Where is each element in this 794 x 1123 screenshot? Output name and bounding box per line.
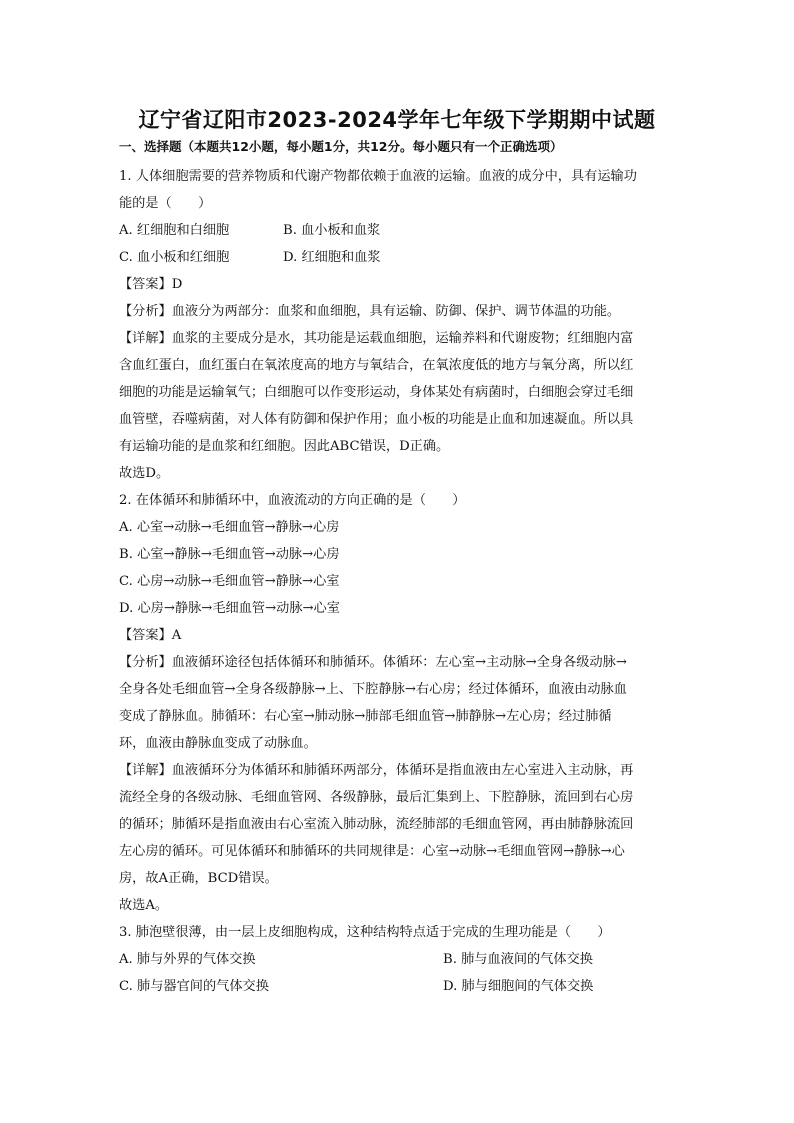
question-stem: 2. 在体循环和肺循环中，血液流动的方向正确的是（ ）: [119, 493, 466, 508]
analysis: 【分析】血液分为两部分：血浆和血细胞，具有运输、防御、保护、调节体温的功能。: [119, 304, 621, 319]
detail-line: 含血红蛋白，血红蛋白在氧浓度高的地方与氧结合，在氧浓度低的地方与氧分离，所以红: [119, 358, 634, 373]
question-stem: 3. 肺泡壁很薄，由一层上皮细胞构成，这种结构特点适于完成的生理功能是（ ）: [119, 925, 611, 940]
option-a: A. 心室→动脉→毛细血管→静脉→心房: [119, 520, 340, 535]
option-c: C. 血小板和红细胞: [119, 250, 230, 265]
analysis-line: 变成了静脉血。肺循环：右心室→肺动脉→肺部毛细血管→肺静脉→左心房；经过肺循: [119, 709, 612, 724]
question-stem: 能的是（ ）: [119, 196, 212, 211]
detail-line: 细胞的功能是运输氧气；白细胞可以作变形运动，身体某处有病菌时，白细胞会穿过毛细: [119, 385, 634, 400]
detail-line: 左心房的循环。可见体循环和肺循环的共同规律是：心室→动脉→毛细血管网→静脉→心: [119, 844, 625, 859]
detail-line: 【详解】血浆的主要成分是水，其功能是运载血细胞，运输养料和代谢废物；红细胞内富: [119, 331, 634, 346]
page-title: 辽宁省辽阳市2023-2024学年七年级下学期期中试题: [138, 108, 656, 132]
question-1: [119, 163, 679, 487]
option-row: [119, 217, 679, 244]
option-d: D. 心房→静脉→毛细血管→动脉→心室: [119, 601, 340, 616]
detail-line: 血管壁，吞噬病菌，对人体有防御和保护作用；血小板的功能是止血和加速凝血。所以具: [119, 412, 634, 427]
analysis-line: 【分析】血液循环途径包括体循环和肺循环。体循环：左心室→主动脉→全身各级动脉→: [119, 655, 627, 670]
option-row: [119, 244, 679, 271]
option-d: D. 肺与细胞间的气体交换: [443, 979, 594, 994]
question-3: [119, 919, 679, 1000]
question-2: [119, 487, 679, 919]
detail-line: 的循环；肺循环是指血液由右心室流入肺动脉，流经肺部的毛细血管网，再由肺静脉流回: [119, 817, 634, 832]
analysis-line: 环，血液由静脉血变成了动脉血。: [119, 736, 317, 751]
option-a: A. 红细胞和白细胞: [119, 223, 230, 238]
question-list: [119, 163, 679, 1000]
detail-line: 有运输功能的是血浆和红细胞。因此ABC错误，D正确。: [119, 439, 450, 454]
analysis-line: 全身各处毛细血管→全身各级静脉→上、下腔静脉→右心房；经过体循环，血液由动脉血: [119, 682, 627, 697]
option-b: B. 血小板和血浆: [283, 223, 381, 238]
option-d: D. 红细胞和血浆: [283, 250, 381, 265]
detail-line: 【详解】血液循环分为体循环和肺循环两部分，体循环是指血液由左心室进入主动脉，再: [119, 763, 634, 778]
answer: 【答案】D: [119, 277, 183, 292]
conclusion: 故选D。: [119, 466, 170, 481]
section-heading: 一、选择题（本题共12小题，每小题1分，共12分。每小题只有一个正确选项）: [119, 139, 563, 154]
option-c: C. 肺与器官间的气体交换: [119, 979, 269, 994]
detail-line: 房，故A正确，BCD错误。: [119, 871, 278, 886]
option-b: B. 肺与血液间的气体交换: [443, 952, 593, 967]
option-b: B. 心室→静脉→毛细血管→动脉→心房: [119, 547, 340, 562]
option-row: [119, 973, 679, 1000]
question-stem: 1. 人体细胞需要的营养物质和代谢产物都依赖于血液的运输。血液的成分中，具有运输功: [119, 169, 637, 184]
option-row: [119, 946, 679, 973]
option-a: A. 肺与外界的气体交换: [119, 952, 256, 967]
detail-line: 流经全身的各级动脉、毛细血管网、各级静脉，最后汇集到上、下腔静脉，流回到右心房: [119, 790, 634, 805]
answer: 【答案】A: [119, 628, 182, 643]
option-c: C. 心房→动脉→毛细血管→静脉→心室: [119, 574, 340, 589]
conclusion: 故选A。: [119, 898, 169, 913]
